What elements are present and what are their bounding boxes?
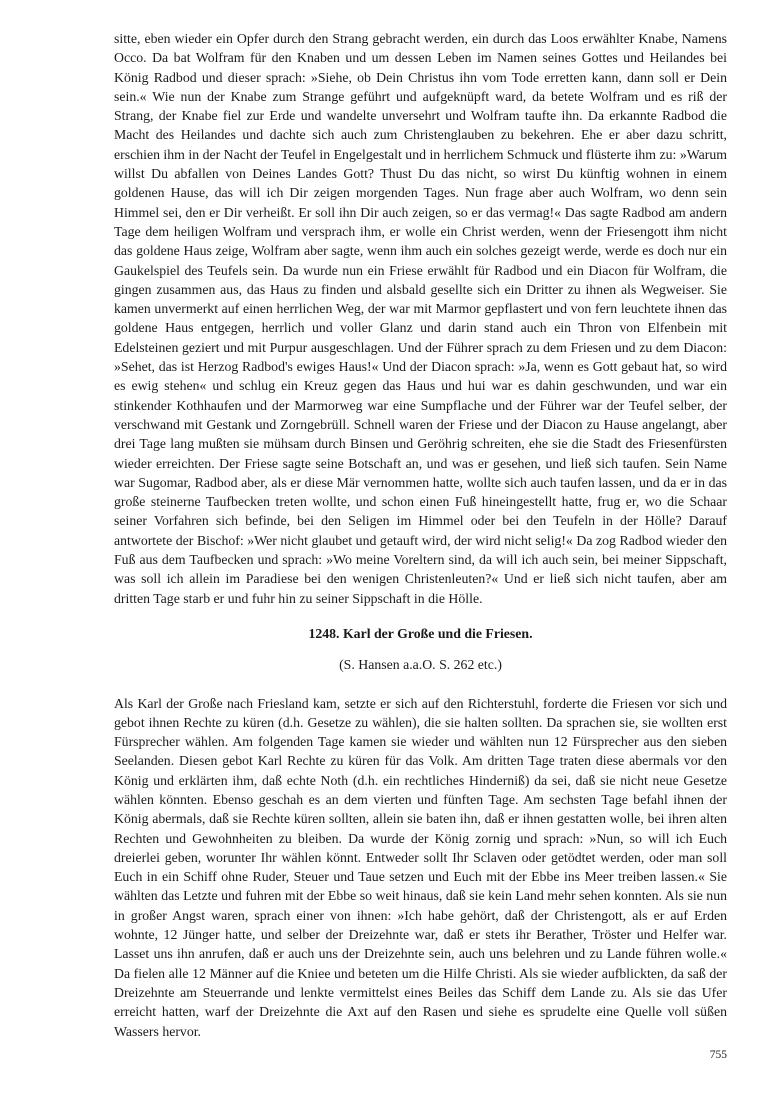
paragraph-radbod-story: sitte, eben wieder ein Opfer durch den Strang gebracht werden, ein durch das Loos erwählter Knabe, Namens Occo. Da bat Wolfram für den Knaben und um dessen Leben im Namen seines Gottes und Heilandes bei König Radbod und dieser sprach: »Siehe, ob Dein Christus ihn vom Tode erretten kann, dann soll er Dein sein.« Wie nun der Knabe zum Strange geführt und aufgeknüpft ward, da betete Wolfram und es riß der Strang, der Knabe fiel zur Erde und wandelte unversehrt und Wolfram taufte ihn. Da erkannte Radbod die Macht des Heilandes und dachte sich auch zum Christenglauben zu bekehren. Ehe er aber dazu schritt, erschien ihm in der Nacht der Teufel in Engelgestalt und in herrlichem Schmuck und flüsterte ihm zu: »Warum willst Du abfallen von Deines Landes Gott? Thust Du das nicht, so wirst Du künftig wohnen in einem goldenen Hause, das will ich Dir zeigen morgenden Tages. Nun frage aber auch Wolfram, wo denn sein Himmel sei, den er Dir verheißt. Er soll ihn Dir auch zeigen, so er das vermag!« Das sagte Radbod am andern Tage dem heiligen Wolfram und versprach ihm, er wolle ein Christ werden, wenn der Friesengott ihm nicht das goldene Haus zeige, Wolfram aber sagte, wenn ihm auch ein solches gezeigt werde, werde es doch nur ein Gaukelspiel des Teufels sein. Da wurde nun ein Friese erwählt für Radbod und ein Diacon für Wolfram, die gingen zusammen aus, das Haus zu finden und alsbald gesellte sich ein Dritter zu ihnen als Wegweiser. Sie kamen unvermerkt auf einen herrlichen Weg, der war mit Marmor gepflastert und von fern leuchtete ihnen das goldene Haus entgegen, herrlich und voller Glanz und darin stand auch ein Thron von Elfenbein mit Edelsteinen geziert und mit Purpur ausgeschlagen. Und der Führer sprach zu dem Friesen und zu dem Diacon: »Sehet, das ist Herzog Radbod's ewiges Haus!« Und der Diacon sprach: »Ja, wenn es Gott gebaut hat, so wird es ewig stehen« und schlug ein Kreuz gegen das Haus und hui war es dahin geschwunden, und war ein stinkender Kothhaufen und der Marmorweg war eine Sumpflache und der Führer war der Teufel selber, der verschwand mit Gestank und Zorngebrüll. Schnell waren der Friese und der Diacon zu Hause angelangt, aber drei Tage lang mußten sie mühsam durch Binsen und Geröhrig schreiten, ehe sie die Stadt des Friesenfürsten wieder erreichten. Der Friese sagte seine Botschaft an, und was er gesehen, und ließ sich taufen. Sein Name war Sugomar, Radbod aber, als er diese Mär vernommen hatte, wollte sich auch taufen lassen, und da er in das große steinerne Taufbecken treten wollte, und schon einen Fuß hineingestellt hatte, frug er, wo die Schaar seiner Vorfahren sich befinde, bei den Seligen im Himmel oder bei den Teufeln in der Hölle? Darauf antwortete der Bischof: »Wer nicht glaubet und getauft wird, der wird nicht selig!« Da zog Radbod wieder den Fuß aus dem Taufbecken und sprach: »Wo meine Voreltern sind, da will ich auch sein, bei meiner Sippschaft, was soll ich allein im Paradiese bei den wenigen Christenleuten?« Und er ließ sich nicht taufen, aber am dritten Tage starb er und fuhr hin zu seiner Sippschaft in die Hölle. xyxy=(114,31,727,606)
page-body xyxy=(114,29,727,1041)
page-number: 755 xyxy=(709,1049,727,1061)
source-citation: (S. Hansen a.a.O. S. 262 etc.) xyxy=(339,657,502,673)
section-heading: 1248. Karl der Große und die Friesen. xyxy=(308,625,533,641)
paragraph-karl-story: Als Karl der Große nach Friesland kam, setzte er sich auf den Richterstuhl, forderte die Friesen vor sich und gebot ihnen Rechte zu küren (d.h. Gesetze zu wählen), die sie halten sollten. Da sprachen sie, sie wollten erst Fürsprecher wählen. Am folgenden Tage kamen sie wieder und wählten nun 12 Fürsprecher aus den sieben Seelanden. Diesen gebot Karl Rechte zu küren für das Volk. Am dritten Tage traten diese abermals vor den König und erklärten ihm, daß echte Noth (d.h. ein rechtliches Hinderniß) da sei, daß sie nicht neue Gesetze wählen könnten. Ebenso geschah es an dem vierten und fünften Tage. Am sechsten Tage befahl ihnen der König abermals, daß sie Rechte küren sollten, allein sie baten ihn, daß er ihnen gestatten wolle, bei ihren alten Rechten und Gewohnheiten zu bleiben. Da wurde der König zornig und sprach: »Nun, so will ich Euch dreierlei geben, worunter Ihr wählen könnt. Entweder sollt Ihr Sclaven oder getödtet werden, oder man soll Euch in ein Schiff ohne Ruder, Steuer und Taue setzen und Euch mit der Ebbe ins Meer treiben lassen.« Sie wählten das Letzte und fuhren mit der Ebbe so weit hinaus, daß sie kein Land mehr sehen konnten. Als sie nun in großer Angst waren, sprach einer von ihnen: »Ich habe gehört, daß der Christengott, als er auf Erden wohnte, 12 Jünger hatte, und selber der Dreizehnte war, daß er stets ihr Berather, Tröster und Helfer war. Lasset uns ihn anrufen, daß er auch uns der Dreizehnte sein, auch uns belehren und zu Lande führen wolle.« Da fielen alle 12 Männer auf die Kniee und beteten um die Hilfe Christi. Als sie wieder aufblickten, da saß der Dreizehnte am Steuerrande und lenkte vermittelst eines Beiles das Schiff dem Lande zu. Als sie das Ufer erreicht hatten, warf der Dreizehnte die Axt auf den Rasen und siehe es sprudelte eine Quelle voll süßen Wassers hervor. xyxy=(114,695,727,1039)
